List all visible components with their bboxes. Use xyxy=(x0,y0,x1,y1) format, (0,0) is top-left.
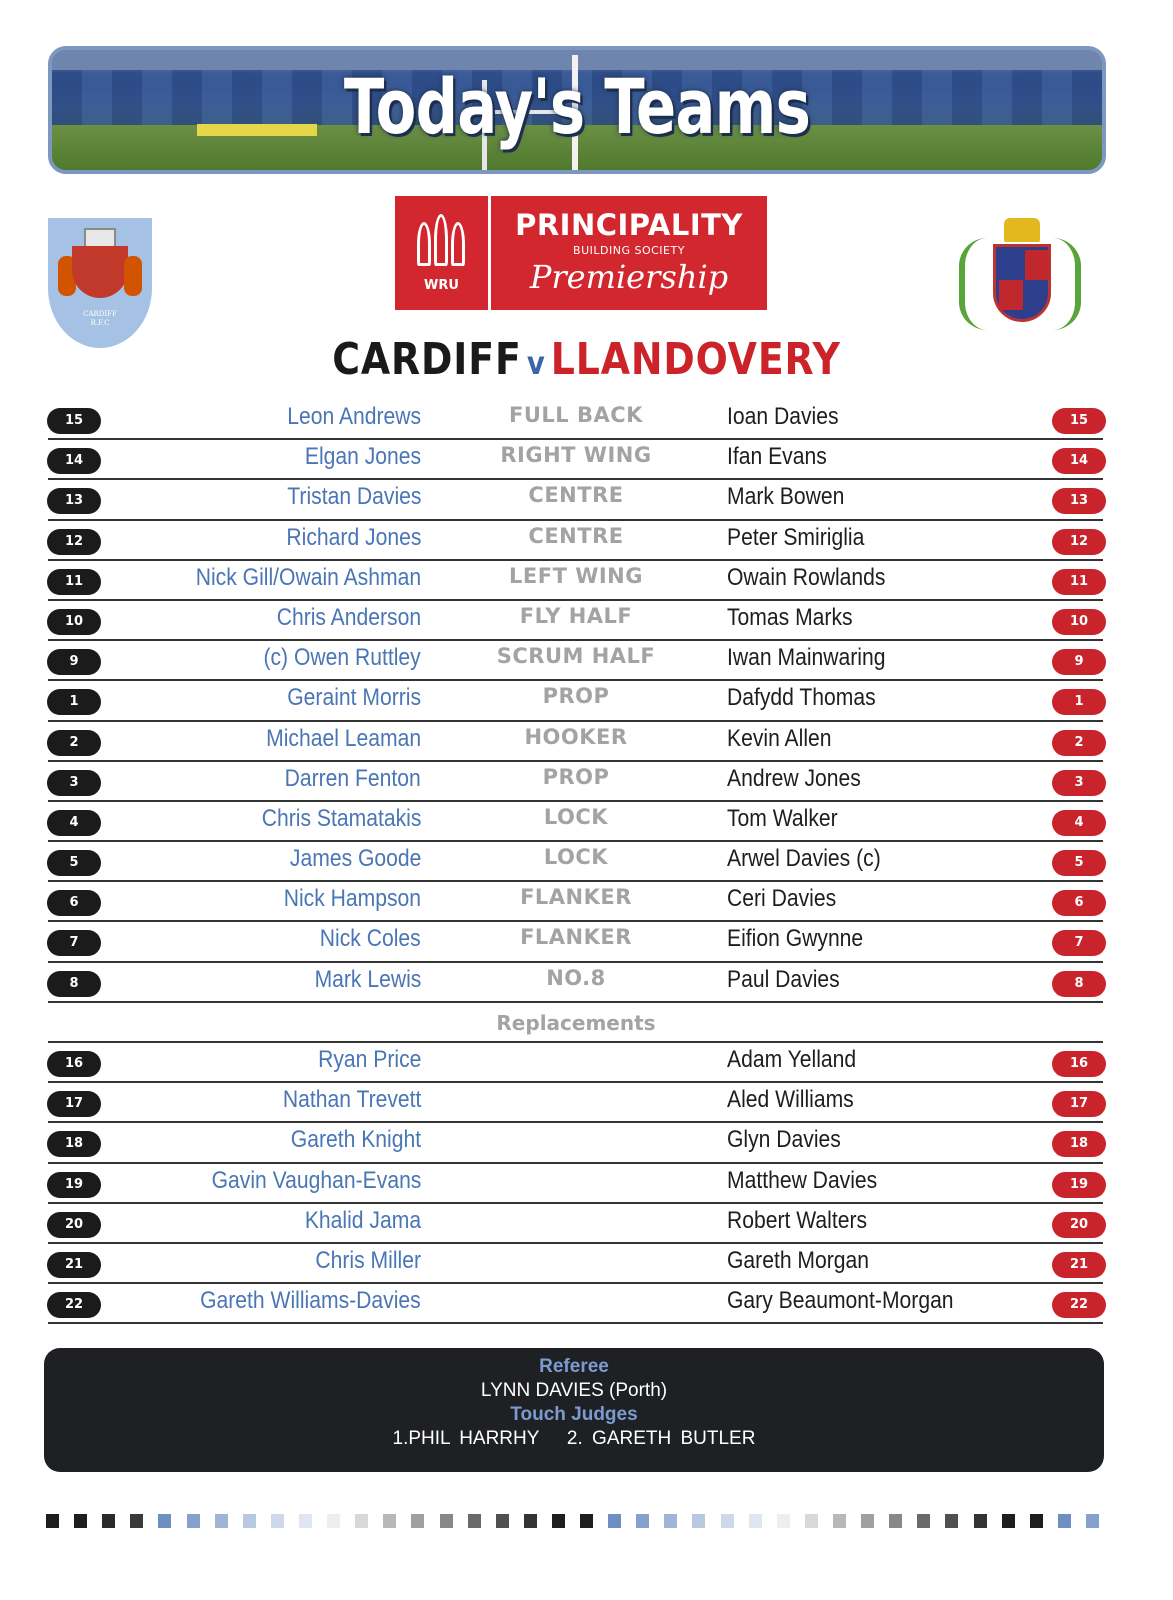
home-shirt-number-badge: 19 xyxy=(47,1172,101,1198)
decorative-dot xyxy=(805,1514,818,1528)
decorative-dot xyxy=(777,1514,790,1528)
home-player-name: Nick Coles xyxy=(320,925,421,953)
away-player-name: Kevin Allen xyxy=(727,724,832,752)
replacements-header xyxy=(0,1003,1173,1043)
home-player-name: Michael Leaman xyxy=(266,724,421,752)
supporter-icon xyxy=(124,256,142,296)
home-shirt-number-badge: 5 xyxy=(47,850,101,876)
away-player-name: Robert Walters xyxy=(727,1206,868,1234)
prince-of-wales-feathers-icon xyxy=(417,210,467,266)
away-player-name: Mark Bowen xyxy=(727,483,845,511)
away-player-name: Ioan Davies xyxy=(727,403,839,430)
home-shirt-number-badge: 15 xyxy=(47,408,101,434)
player-row xyxy=(0,480,1173,520)
away-player-name: Andrew Jones xyxy=(727,764,861,792)
position-label: LEFT WING xyxy=(509,563,643,588)
away-player-name: Dafydd Thomas xyxy=(727,684,876,712)
away-shirt-number-badge: 5 xyxy=(1052,850,1106,876)
team-sheet xyxy=(0,400,1173,1324)
decorative-dot xyxy=(158,1514,171,1528)
match-title xyxy=(82,334,1091,385)
player-row xyxy=(0,1244,1173,1284)
crest-motto: CARDIFF R.F.C xyxy=(83,310,117,327)
wru-label: WRU xyxy=(424,278,459,293)
home-player-name: Nick Gill/Owain Ashman xyxy=(195,563,421,591)
away-team-name: LLANDOVERY xyxy=(550,334,841,385)
competition-name: Premiership xyxy=(529,258,729,296)
home-player-name: Gavin Vaughan-Evans xyxy=(211,1166,421,1194)
shield-icon xyxy=(993,244,1051,322)
decorative-dot xyxy=(974,1514,987,1528)
home-player-name: Richard Jones xyxy=(285,523,421,551)
away-player-name: Gareth Morgan xyxy=(727,1246,870,1274)
decorative-dot xyxy=(215,1514,228,1528)
player-row xyxy=(0,641,1173,681)
home-shirt-number-badge: 16 xyxy=(47,1051,101,1077)
player-row xyxy=(0,561,1173,601)
away-shirt-number-badge: 13 xyxy=(1052,488,1106,514)
away-shirt-number-badge: 7 xyxy=(1052,930,1106,956)
away-shirt-number-badge: 22 xyxy=(1052,1292,1106,1318)
versus-label: v xyxy=(526,344,546,382)
decorative-dot xyxy=(1058,1514,1071,1528)
decorative-dot xyxy=(440,1514,453,1528)
decorative-dot xyxy=(271,1514,284,1528)
decorative-dot xyxy=(552,1514,565,1528)
away-shirt-number-badge: 10 xyxy=(1052,609,1106,635)
position-label: FULL BACK xyxy=(509,403,643,427)
player-row xyxy=(0,882,1173,922)
decorative-dot xyxy=(664,1514,677,1528)
away-shirt-number-badge: 16 xyxy=(1052,1051,1106,1077)
away-shirt-number-badge: 19 xyxy=(1052,1172,1106,1198)
home-shirt-number-badge: 12 xyxy=(47,529,101,555)
page-title: Today's Teams xyxy=(343,62,811,151)
sponsor-logo xyxy=(395,196,767,310)
decorative-dot xyxy=(383,1514,396,1528)
home-shirt-number-badge: 2 xyxy=(47,730,101,756)
decorative-dot xyxy=(130,1514,143,1528)
player-row xyxy=(0,681,1173,721)
away-player-name: Ceri Davies xyxy=(727,885,837,913)
home-shirt-number-badge: 11 xyxy=(47,569,101,595)
castle-icon xyxy=(84,228,116,248)
crown-icon xyxy=(1004,218,1040,242)
decorative-dot xyxy=(243,1514,256,1528)
decorative-dot xyxy=(355,1514,368,1528)
away-player-name: Arwel Davies (c) xyxy=(727,845,881,873)
home-player-name: Geraint Morris xyxy=(287,684,421,712)
decorative-dot xyxy=(889,1514,902,1528)
player-row xyxy=(0,400,1173,440)
decorative-dot xyxy=(721,1514,734,1528)
player-row xyxy=(0,842,1173,882)
decorative-dot xyxy=(411,1514,424,1528)
away-shirt-number-badge: 17 xyxy=(1052,1091,1106,1117)
home-shirt-number-badge: 1 xyxy=(47,689,101,715)
away-shirt-number-badge: 3 xyxy=(1052,770,1106,796)
away-player-name: Aled Williams xyxy=(727,1086,854,1114)
away-player-name: Glyn Davies xyxy=(727,1126,841,1154)
decorative-dot xyxy=(917,1514,930,1528)
away-shirt-number-badge: 9 xyxy=(1052,649,1106,675)
position-label: FLANKER xyxy=(520,925,632,950)
touch-judges-names: 1.PHIL HARRHY 2. GARETH BUTLER xyxy=(392,1428,756,1449)
decorative-dot xyxy=(1086,1514,1099,1528)
home-shirt-number-badge: 21 xyxy=(47,1252,101,1278)
decorative-dot xyxy=(496,1514,509,1528)
away-player-name: Adam Yelland xyxy=(727,1046,857,1073)
decorative-dot xyxy=(46,1514,59,1528)
llandovery-crest-icon xyxy=(955,218,1085,340)
player-row xyxy=(0,1043,1173,1083)
home-shirt-number-badge: 6 xyxy=(47,890,101,916)
position-label: CENTRE xyxy=(528,483,624,508)
away-player-name: Iwan Mainwaring xyxy=(727,644,886,672)
player-row xyxy=(0,521,1173,561)
away-shirt-number-badge: 4 xyxy=(1052,810,1106,836)
home-player-name: Darren Fenton xyxy=(284,764,421,792)
decorative-dot xyxy=(524,1514,537,1528)
away-player-name: Tom Walker xyxy=(727,804,838,832)
home-shirt-number-badge: 9 xyxy=(47,649,101,675)
home-player-name: James Goode xyxy=(289,845,421,873)
position-label: FLY HALF xyxy=(519,603,633,628)
position-label: PROP xyxy=(542,684,610,709)
position-label: PROP xyxy=(542,764,610,789)
home-player-name: Elgan Jones xyxy=(304,443,421,471)
away-player-name: Matthew Davies xyxy=(727,1166,878,1194)
officials-panel xyxy=(44,1348,1104,1472)
home-player-name: Chris Anderson xyxy=(276,603,421,631)
row-divider xyxy=(48,1322,1103,1324)
home-player-name: Nick Hampson xyxy=(283,885,421,913)
position-label: LOCK xyxy=(543,804,609,829)
away-player-name: Paul Davies xyxy=(727,965,840,993)
decorative-dot xyxy=(608,1514,621,1528)
decorative-dot xyxy=(1002,1514,1015,1528)
away-shirt-number-badge: 20 xyxy=(1052,1212,1106,1238)
home-player-name: Chris Stamatakis xyxy=(261,804,421,832)
player-row xyxy=(0,1284,1173,1324)
home-player-name: Chris Miller xyxy=(315,1246,421,1274)
player-row xyxy=(0,1204,1173,1244)
away-player-name: Ifan Evans xyxy=(727,443,827,471)
home-shirt-number-badge: 17 xyxy=(47,1091,101,1117)
decorative-dot xyxy=(945,1514,958,1528)
player-row xyxy=(0,802,1173,842)
away-shirt-number-badge: 8 xyxy=(1052,971,1106,997)
position-label: FLANKER xyxy=(520,885,632,910)
away-shirt-number-badge: 15 xyxy=(1052,408,1106,434)
away-shirt-number-badge: 2 xyxy=(1052,730,1106,756)
decorative-dot xyxy=(692,1514,705,1528)
away-shirt-number-badge: 21 xyxy=(1052,1252,1106,1278)
away-player-name: Peter Smiriglia xyxy=(727,523,865,551)
home-shirt-number-badge: 3 xyxy=(47,770,101,796)
referee-name: LYNN DAVIES (Porth) xyxy=(480,1380,668,1401)
home-shirt-number-badge: 8 xyxy=(47,971,101,997)
away-shirt-number-badge: 14 xyxy=(1052,448,1106,474)
home-player-name: Tristan Davies xyxy=(286,483,421,511)
decorative-dot xyxy=(749,1514,762,1528)
home-player-name: Ryan Price xyxy=(317,1046,421,1073)
decorative-dot xyxy=(468,1514,481,1528)
player-row xyxy=(0,1164,1173,1204)
decorative-dot xyxy=(299,1514,312,1528)
touch-judges-label: Touch Judges xyxy=(510,1404,638,1425)
home-shirt-number-badge: 4 xyxy=(47,810,101,836)
position-label: CENTRE xyxy=(528,523,624,548)
decorative-dot xyxy=(187,1514,200,1528)
home-player-name: Gareth Williams-Davies xyxy=(200,1287,421,1315)
home-shirt-number-badge: 14 xyxy=(47,448,101,474)
away-player-name: Tomas Marks xyxy=(727,603,853,631)
position-label: NO.8 xyxy=(546,965,606,990)
decorative-dot xyxy=(636,1514,649,1528)
home-player-name: Leon Andrews xyxy=(287,403,421,430)
leek-icon xyxy=(1053,238,1081,330)
home-shirt-number-badge: 22 xyxy=(47,1292,101,1318)
home-shirt-number-badge: 18 xyxy=(47,1131,101,1157)
decorative-dot xyxy=(327,1514,340,1528)
position-label: RIGHT WING xyxy=(500,443,652,468)
player-row xyxy=(0,440,1173,480)
home-team-name: CARDIFF xyxy=(332,334,522,385)
header-banner xyxy=(48,46,1106,174)
decorative-dot xyxy=(102,1514,115,1528)
decorative-dots-strip xyxy=(46,1514,1106,1530)
position-label: HOOKER xyxy=(524,724,628,749)
home-player-name: Nathan Trevett xyxy=(282,1086,421,1114)
away-shirt-number-badge: 18 xyxy=(1052,1131,1106,1157)
sponsor-subtitle: BUILDING SOCIETY xyxy=(573,244,685,257)
leek-icon xyxy=(959,238,987,330)
decorative-dot xyxy=(74,1514,87,1528)
player-row xyxy=(0,922,1173,962)
cardiff-crest-icon xyxy=(48,218,152,348)
home-shirt-number-badge: 20 xyxy=(47,1212,101,1238)
away-shirt-number-badge: 6 xyxy=(1052,890,1106,916)
away-player-name: Eifion Gwynne xyxy=(727,925,864,953)
decorative-dot xyxy=(833,1514,846,1528)
referee-label: Referee xyxy=(539,1356,609,1377)
player-row xyxy=(0,1083,1173,1123)
sponsor-name: PRINCIPALITY xyxy=(515,208,743,242)
away-shirt-number-badge: 1 xyxy=(1052,689,1106,715)
home-shirt-number-badge: 13 xyxy=(47,488,101,514)
away-player-name: Gary Beaumont-Morgan xyxy=(727,1287,954,1315)
decorative-dot xyxy=(1030,1514,1043,1528)
player-row xyxy=(0,762,1173,802)
home-shirt-number-badge: 7 xyxy=(47,930,101,956)
position-label: LOCK xyxy=(543,845,609,870)
player-row xyxy=(0,722,1173,762)
home-player-name: (c) Owen Ruttley xyxy=(263,644,421,672)
away-player-name: Owain Rowlands xyxy=(727,563,886,591)
home-player-name: Gareth Knight xyxy=(290,1126,421,1154)
replacements-label: Replacements xyxy=(496,1010,656,1035)
home-player-name: Mark Lewis xyxy=(314,965,421,993)
home-shirt-number-badge: 10 xyxy=(47,609,101,635)
home-player-name: Khalid Jama xyxy=(304,1206,421,1234)
player-row xyxy=(0,1123,1173,1163)
away-shirt-number-badge: 11 xyxy=(1052,569,1106,595)
decorative-dot xyxy=(861,1514,874,1528)
player-row xyxy=(0,963,1173,1003)
position-label: SCRUM HALF xyxy=(496,644,656,669)
player-row xyxy=(0,601,1173,641)
decorative-dot xyxy=(580,1514,593,1528)
shield-icon xyxy=(72,246,128,298)
away-shirt-number-badge: 12 xyxy=(1052,529,1106,555)
